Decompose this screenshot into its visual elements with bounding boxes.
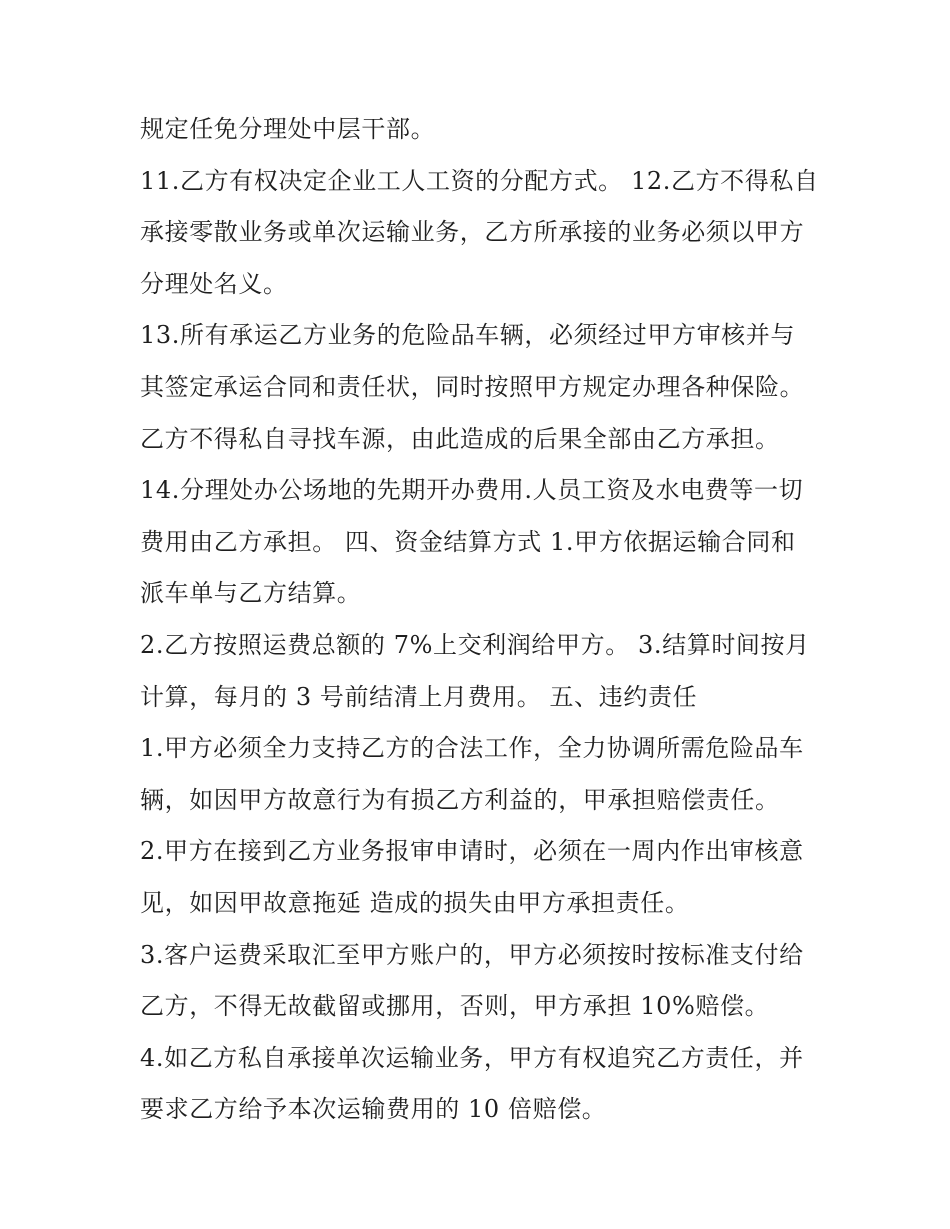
- text-line: 乙方不得私自寻找车源，由此造成的后果全部由乙方承担。: [140, 424, 780, 453]
- text-line: 分理处名义。: [140, 269, 288, 298]
- text-line: 派车单与乙方结算。: [140, 579, 362, 608]
- text-line: 2.乙方按照运费总额的 7%上交利润给甲方。 3.结算时间按月: [140, 630, 810, 659]
- text-line: 13.所有承运乙方业务的危险品车辆，必须经过甲方审核并与: [140, 321, 795, 350]
- text-line: 1.甲方必须全力支持乙方的合法工作，全力协调所需危险品车: [140, 734, 804, 763]
- text-line: 14.分理处办公场地的先期开办费用.人员工资及水电费等一切: [140, 476, 804, 505]
- text-line: 规定任免分理处中层干部。: [140, 115, 436, 143]
- text-line: 乙方，不得无故截留或挪用，否则，甲方承担 10%赔偿。: [140, 992, 770, 1021]
- text-line: 辆，如因甲方故意行为有损乙方利益的，甲承担赔偿责任。: [140, 785, 780, 814]
- contract-text: [140, 104, 820, 1136]
- text-line: 见，如因甲故意拖延 造成的损失由甲方承担责任。: [140, 888, 690, 917]
- text-line: 费用由乙方承担。 四、资金结算方式 1.甲方依据运输合同和: [140, 527, 796, 556]
- text-line: 3.客户运费采取汇至甲方账户的，甲方必须按时按标准支付给: [140, 940, 804, 969]
- text-line: 2.甲方在接到乙方业务报审申请时，必须在一周内作出审核意: [140, 837, 804, 866]
- text-line: 11.乙方有权决定企业工人工资的分配方式。 12.乙方不得私自: [140, 166, 819, 195]
- text-line: 其签定承运合同和责任状，同时按照甲方规定办理各种保险。: [140, 372, 805, 401]
- text-line: 4.如乙方私自承接单次运输业务，甲方有权追究乙方责任，并: [140, 1043, 804, 1072]
- text-line: 要求乙方给予本次运输费用的 10 倍赔偿。: [140, 1095, 607, 1124]
- text-line: 承接零散业务或单次运输业务，乙方所承接的业务必须以甲方: [140, 218, 805, 247]
- text-line: 计算，每月的 3 号前结清上月费用。 五、违约责任: [140, 682, 698, 711]
